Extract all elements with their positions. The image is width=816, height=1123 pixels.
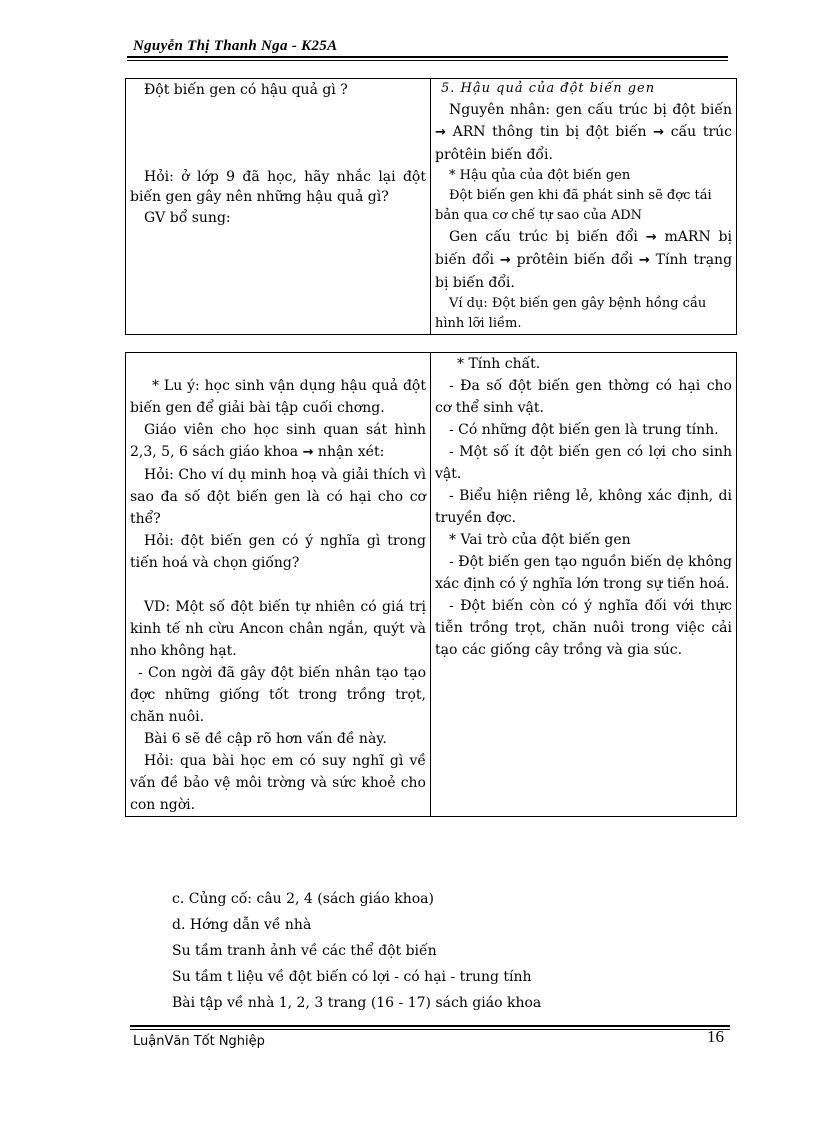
table2-right-cell xyxy=(431,353,737,817)
table1-right-cell xyxy=(431,79,737,335)
footer-rule xyxy=(130,1025,730,1027)
bullet: - Một số ít đột biến gen có lợi cho sinh vật. xyxy=(435,444,732,482)
paragraph: Bài 6 sẽ đề cập rõ hơn vấn đề này. xyxy=(144,731,387,747)
table2-left-cell xyxy=(126,353,431,817)
homework-item: Bài tập về nhà 1, 2, 3 trang (16 - 17) sách giáo khoa xyxy=(172,995,542,1011)
subheading: * Tính chất. xyxy=(457,356,541,372)
page-header-title: Nguyễn Thị Thanh Nga - K25A xyxy=(133,38,338,54)
teacher-instruction xyxy=(130,419,426,464)
arrow-icon: → xyxy=(638,253,650,268)
cause-text xyxy=(435,99,732,166)
cause-part: Nguyên nhân: gen cấu trúc bị đột biến xyxy=(449,102,732,118)
homework-heading: d. Hớng dẫn về nhà xyxy=(172,917,312,933)
chain-part: Tính trạng bị biến đổi. xyxy=(435,252,733,291)
instruction-part: Giáo viên cho học sinh quan sát hình 2,3, 5, 6 sách giáo khoa xyxy=(130,422,426,460)
arrow-icon: → xyxy=(653,125,665,140)
question: Đột biến gen có hậu quả gì ? xyxy=(144,82,348,98)
arrow-icon: → xyxy=(499,253,511,268)
subheading: * Hậu qủa của đột biến gen xyxy=(449,168,631,183)
chain-part: prôtêin biến đổi xyxy=(516,252,633,268)
question: Hỏi: ở lớp 9 đã học, hãy nhắc lại đột biến gen gây nên những hậu quả gì? xyxy=(130,169,426,205)
consolidation-line: c. Củng cố: câu 2, 4 (sách giáo khoa) xyxy=(172,891,434,907)
note: * Lu ý: học sinh vận dụng hậu quả đột biến gen để giải bài tập cuối chơng. xyxy=(130,378,426,416)
footer-rule-thin xyxy=(130,1029,730,1030)
lesson-table-2 xyxy=(125,352,737,817)
bullet: - Đột biến gen tạo nguồn biến dẹ không xác định có ý nghĩa lớn trong sự tiến hoá. xyxy=(435,554,732,592)
header-rule-thin xyxy=(127,60,728,61)
subheading: * Vai trò của đột biến gen xyxy=(449,532,631,548)
example: Ví dụ: Đột biến gen gây bệnh hồng cầu hình lỡi liềm. xyxy=(435,296,707,331)
question: Hỏi: qua bài học em có suy nghĩ gì về vấn đề bảo vệ môi trờng và sức khoẻ cho con ngời. xyxy=(130,753,426,813)
bullet: - Đột biến còn có ý nghĩa đối với thực tiễn trồng trọt, chăn nuôi trong việc cải tạo các giống cây trồng và gia súc. xyxy=(435,598,732,658)
page-number: 16 xyxy=(707,1027,724,1046)
question: Hỏi: Cho ví dụ minh hoạ và giải thích vì sao đa số đột biến gen là có hại cho cơ thể? xyxy=(130,467,426,527)
example: VD: Một số đột biến tự nhiên có giá trị kinh tế nh cừu Ancon chân ngắn, quýt và nho không hạt. xyxy=(130,599,426,659)
arrow-icon: → xyxy=(435,125,446,140)
homework-item: Su tầm t liệu về đột biến có lợi - có hại - trung tính xyxy=(172,969,532,985)
arrow-icon: → xyxy=(645,230,657,245)
question: Hỏi: đột biến gen có ý nghĩa gì trong tiến hoá và chọn giống? xyxy=(130,533,426,571)
instruction-part: nhận xét: xyxy=(317,444,385,460)
closing-section xyxy=(172,886,541,1016)
footer-label: LuậnVăn Tốt Nghiệp xyxy=(133,1034,265,1049)
section-heading: 5. Hậu quả của đột biến gen xyxy=(441,81,656,96)
chain-text xyxy=(435,226,732,294)
bullet: - Biểu hiện riêng lẻ, không xác định, di truyền đợc. xyxy=(435,488,732,526)
paragraph: Đột biến gen khi đã phát sinh sẽ đợc tái bản qua cơ chế tự sao của ADN xyxy=(435,188,712,223)
chain-part: Gen cấu trúc bị biến đổi xyxy=(449,229,638,245)
table1-left-cell xyxy=(126,79,431,335)
cause-part: cấu trúc prôtêin biến đổi. xyxy=(435,124,733,163)
header-rule xyxy=(127,56,728,58)
homework-item: Su tầm tranh ảnh về các thể đột biến xyxy=(172,943,437,959)
bullet: - Đa số đột biến gen thờng có hại cho cơ thể sinh vật. xyxy=(435,378,732,416)
bullet: - Có những đột biến gen là trung tính. xyxy=(449,422,719,438)
lesson-table-1 xyxy=(125,78,737,335)
teacher-note: GV bổ sung: xyxy=(144,210,231,226)
arrow-icon: → xyxy=(302,445,314,460)
paragraph: - Con ngời đã gây đột biến nhân tạo tạo đợc những giống tốt trong trồng trọt, chăn nuôi. xyxy=(130,665,426,725)
cause-part: ARN thông tin bị đột biến xyxy=(452,124,647,140)
chain-part: mARN bị biến đổi xyxy=(435,229,732,268)
